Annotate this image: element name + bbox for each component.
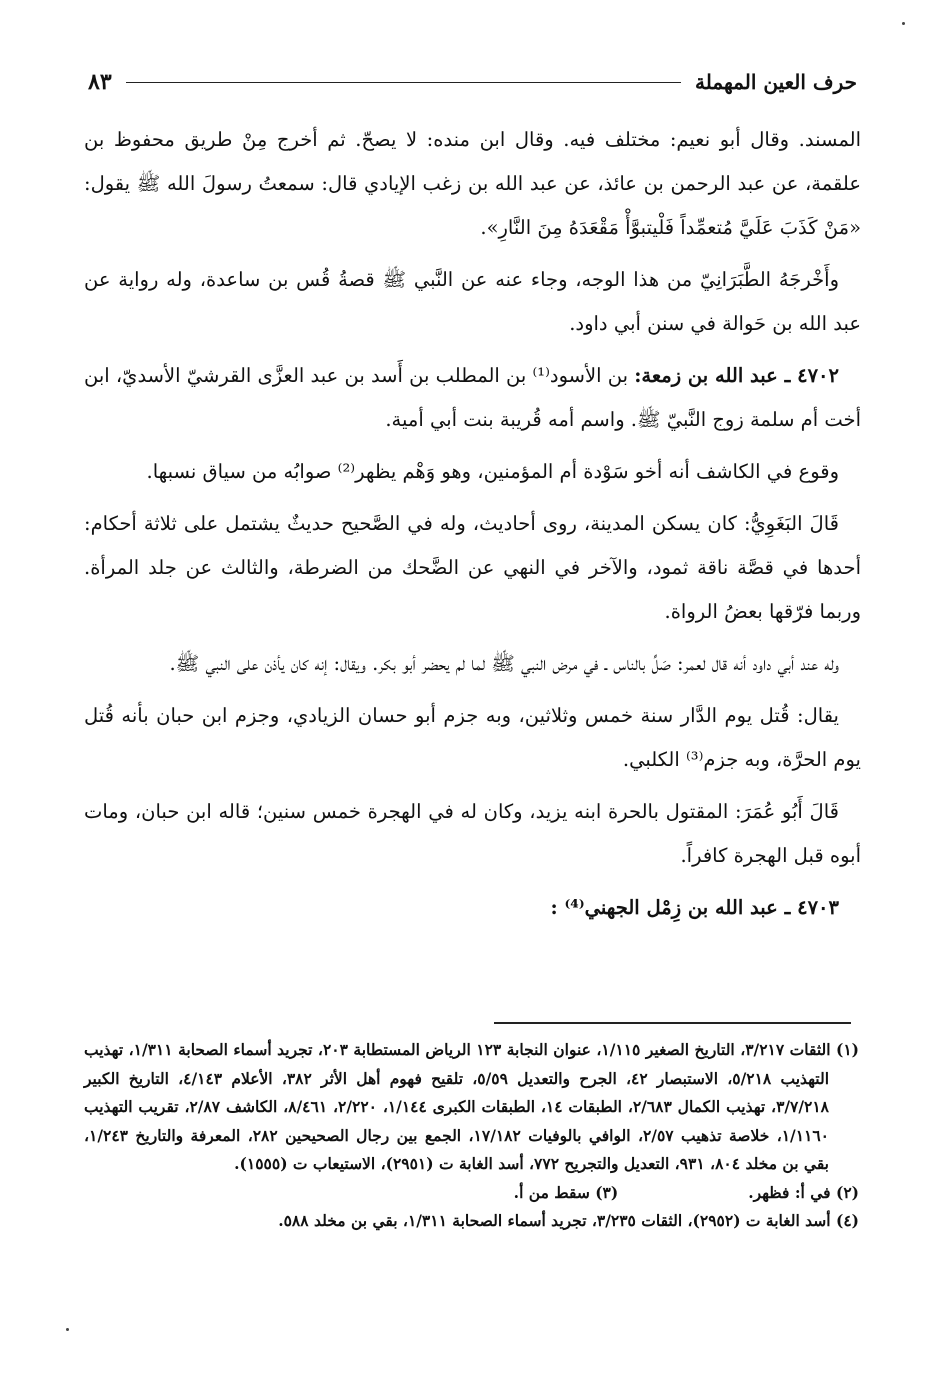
footnote-separator <box>494 1022 851 1024</box>
entry-4702 <box>84 354 861 442</box>
paragraph: وأَخْرجَهُ الطَّبَرَانِيّ من هذا الوجه، وجاء عنه عن النَّبي ﷺ قصةُ قُس بن ساعدة، وله رواية عن عبد الله بن حَوالة في سنن أبي داود. <box>84 268 861 335</box>
footnote-row <box>84 1179 859 1208</box>
margin-speck <box>902 22 905 25</box>
footnotes <box>84 1036 859 1236</box>
entry-heading: ٤٧٠٢ ـ عبد الله بن زمعة: <box>634 364 839 387</box>
header-rule <box>126 82 681 83</box>
paragraph: قَالَ أَبُو عُمَرَ: المقتول بالحرة ابنه يزيد، وكان له في الهجرة خمس سنين؛ قاله ابن حبان، ومات أبوه قبل الهجرة كافراً. <box>84 800 861 867</box>
footnote-4: (٤) أسد الغابة ت (٢٩٥٢)، الثقات ٣/٢٣٥، تجريد أسماء الصحابة ١/٣١١، بقي بن مخلد ٥٨٨. <box>278 1211 859 1230</box>
margin-speck <box>66 1328 69 1331</box>
paragraph: يقال: قُتل يوم الدَّار سنة خمس وثلاثين، وبه جزم أبو حسان الزيادي، وجزم ابن حبان بأنه قُتل يوم الحرَّة، وبه جزم⁽³⁾ الكلبي. <box>84 704 861 771</box>
chapter-title: حرف العين المهملة <box>695 70 857 94</box>
paragraph: وقوع في الكاشف أنه أخو سَوْدة أم المؤمنين، وهو وَهْم يظهر⁽²⁾ صوابُه من سياق نسبها. <box>146 460 839 483</box>
paragraph: وله عند أبي داود أنه قال لعمر: صَلِّ بالناس ـ في مرض النبي ﷺ لما لم يحضر أبو بكر. ويقال: إنه كان يأذن على النبي ﷺ. <box>169 652 839 675</box>
entry-heading: ٤٧٠٣ ـ عبد الله بن زِمْل الجهني⁽⁴⁾ : <box>550 896 839 919</box>
footnote-1: (١) الثقات ٣/٢١٧، التاريخ الصغير ١/١١٥، عنوان النجابة ١٢٣ الرياض المستطابة ٢٠٣، تجريد أسماء الصحابة ١/٣١١، تهذيب التهذيب ٥/٢١٨، الاستبصار ٤٢، الجرح والتعديل ٥/٥٩، تلقيح فهوم أهل الأثر ٣٨٢، الأعلام ٤/١٤٣، التاريخ الكبير ٣/٧/٢١٨، تهذيب الكمال ٢/٦٨٣، الطبقات ١٤، الطبقات الكبرى ١/١٤٤، ٢/٢٢٠، ٨/٤٦١، الكاشف ٢/٨٧، تقريب التهذيب ١/١١٦٠، خلاصة تذهيب ٢/٥٧، الوافي بالوفيات ١٧/١٨٢، الجمع بين رجال الصحيحين ٢٨٢، المعرفة والتاريخ ١/٢٤٣، بقي بن مخلد ٨٠٤، ٩٣١، التعديل والتجريح ٧٧٢، أسد الغابة ت (٢٩٥١)، الاستيعاب ت (١٥٥٥). <box>84 1040 860 1173</box>
paragraph: المسند. وقال أبو نعيم: مختلف فيه. وقال ابن منده: لا يصحّ. ثم أخرج مِنْ طريق محفوظ بن علقمة، عن عبد الرحمن بن عائذ، عن عبد الله بن زغب الإيادي قال: سمعتُ رسولَ الله ﷺ يقول: «مَنْ كَذَبَ عَلَيَّ مُتعمِّداً فَلْيتبوَّأْ مَقْعَدَهُ مِنَ النَّارِ». <box>84 128 861 239</box>
running-header <box>88 62 857 102</box>
paragraph: قَالَ البَغَوِيُّ: كان يسكن المدينة، روى أحاديث، وله في الصَّحيح حديثٌ يشتمل على ثلاثة أحكام: أحدها في قصَّة ناقة ثمود، والآخر في النهي عن الضَّحك من الضرطة، والثالث عن جلد المرأة. وربما فرّقها بعضُ الرواة. <box>84 512 861 623</box>
entry-4703 <box>84 886 861 930</box>
footnote-2: (٢) في أ: فظهر. <box>748 1182 859 1202</box>
entry-text: بن الأسود⁽¹⁾ بن المطلب بن أَسد بن عبد العزَّى القرشيّ الأسديّ، ابن أخت أم سلمة زوج النَّبيّ ﷺ. واسم أمه قُريبة بنت أبي أمية. <box>84 364 861 431</box>
main-text <box>84 118 861 938</box>
page-number: ٨٣ <box>88 69 112 95</box>
footnote-3: (٣) سقط من أ. <box>513 1182 619 1202</box>
